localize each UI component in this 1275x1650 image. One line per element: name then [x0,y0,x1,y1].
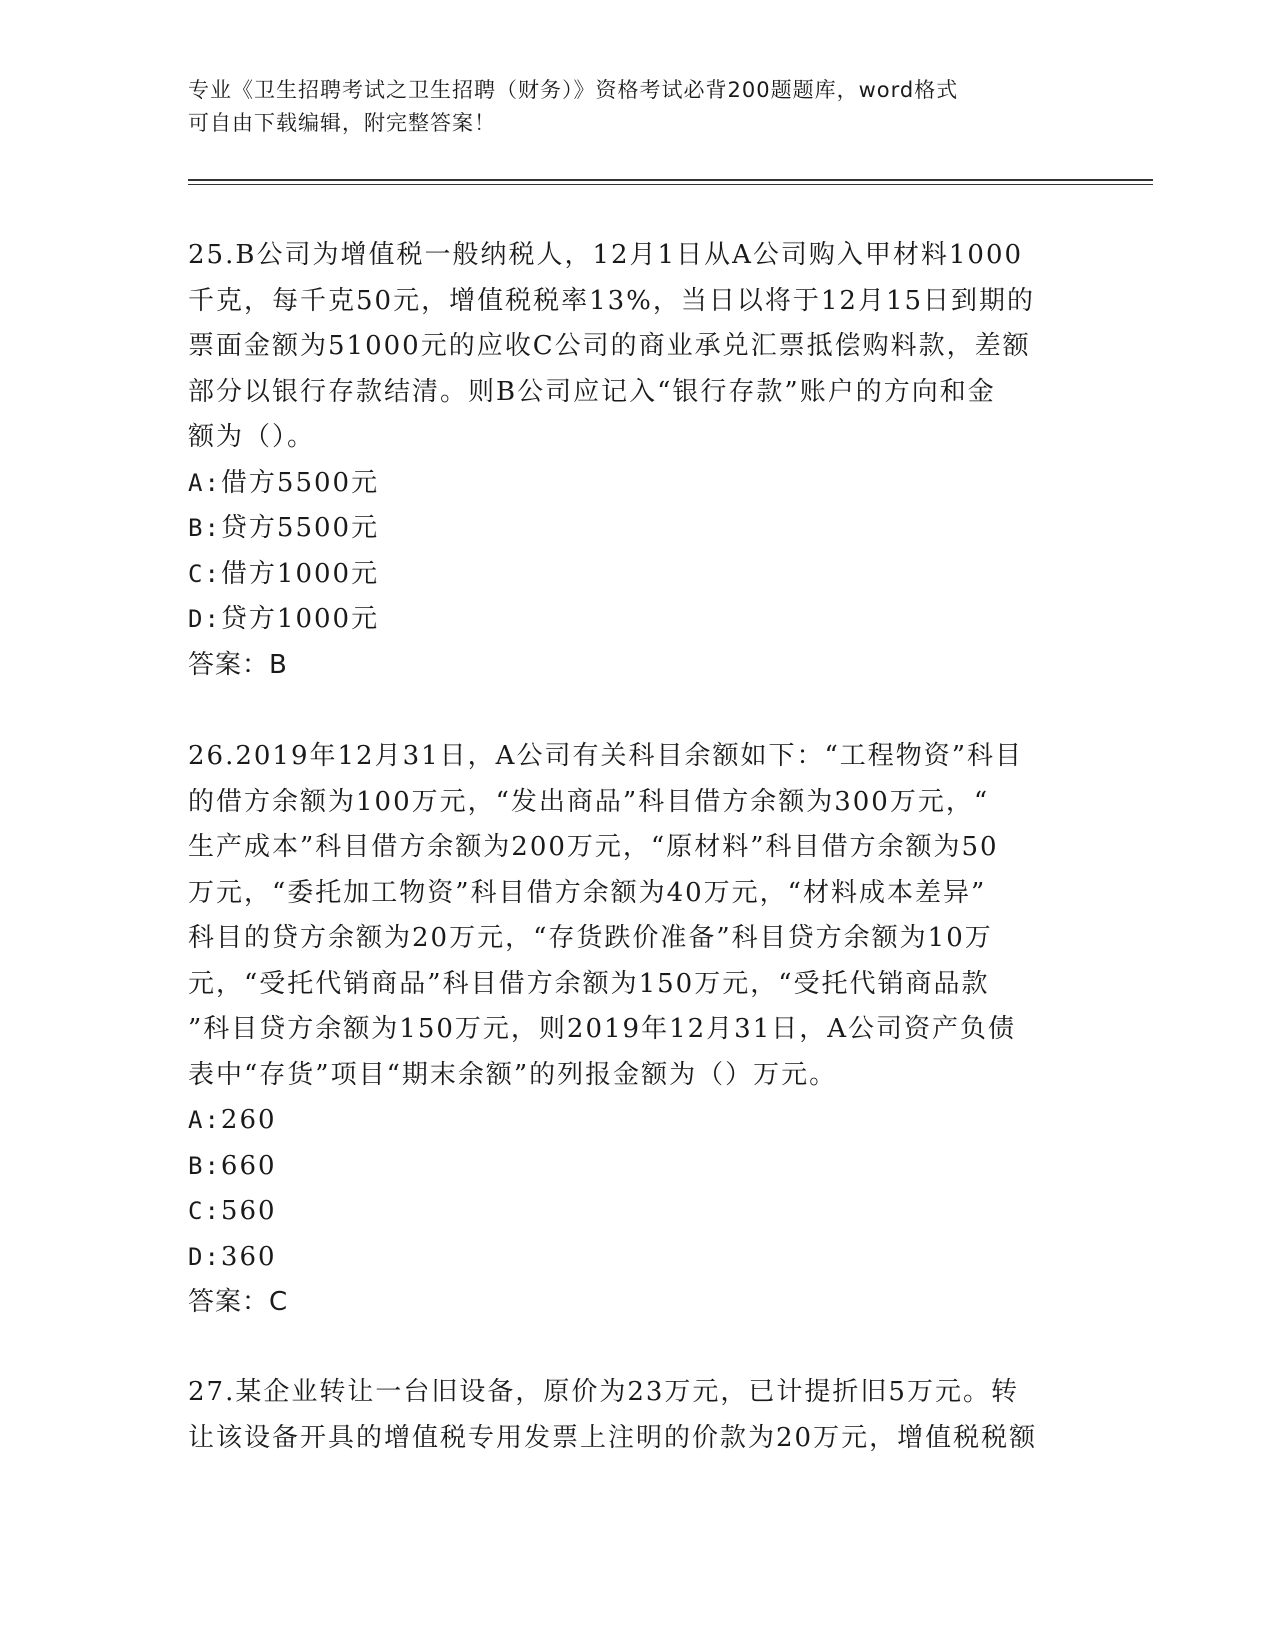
option-c [188,552,1078,598]
option-text: 360 [220,1241,277,1272]
option-letter: C: [188,1197,221,1225]
option-text: 660 [220,1150,277,1181]
option-letter: B: [188,514,221,542]
question-text-line: 26.2019年12月31日，A公司有关科目余额如下：“工程物资”科目 [188,741,1024,771]
option-text: 560 [220,1196,277,1226]
option-d [188,1235,1078,1281]
header-line: 专业《卫生招聘考试之卫生招聘（财务）》资格考试必背200题题库，word格式 [188,78,959,102]
question-text-line: 千克，每千克50元，增值税税率13%，当日以将于12月15日到期的 [188,285,1036,316]
answer-line: 答案：C [188,1287,289,1317]
question-text-line: ”科目贷方余额为150万元，则2019年12月31日，A公司资产负债 [188,1014,1017,1044]
option-letter: D: [188,605,221,633]
option-letter: D: [188,1242,221,1271]
option-letter: A: [188,468,221,497]
option-a [188,461,1078,507]
question-text-line: 27.某企业转让一台旧设备，原价为23万元，已计提折旧5万元。转 [188,1377,1019,1407]
question-text-line: 票面金额为51000元的应收C公司的商业承兑汇票抵偿购料款，差额 [188,331,1031,361]
option-b [188,1144,1078,1190]
option-letter: A: [188,1106,221,1134]
question-text-line: 表中“存货”项目“期末余额”的列报金额为（）万元。 [188,1059,838,1090]
option-letter: B: [188,1151,221,1180]
option-b [188,506,1078,552]
question-26 [188,734,1078,1326]
question-text-line: 让该设备开具的增值税专用发票上注明的价款为20万元，增值税税额 [188,1422,1038,1453]
option-text: 借方5500元 [220,467,380,498]
question-text-line: 元，“受托代销商品”科目借方余额为150万元，“受托代销商品款 [188,968,990,999]
question-25 [188,233,1078,688]
header-divider-thin [188,184,1153,185]
question-text-line: 科目的贷方余额为20万元，“存货跌价准备”科目贷方余额为10万 [188,923,993,953]
option-a [188,1098,1078,1144]
option-text: 260 [220,1105,277,1135]
option-c [188,1189,1078,1235]
question-text-line: 额为（）。 [188,422,316,452]
question-text-line: 的借方余额为100万元，“发出商品”科目借方余额为300万元，“ [188,786,990,817]
option-d [188,597,1078,643]
question-text-line: 生产成本”科目借方余额为200万元，“原材料”科目借方余额为50 [188,832,999,862]
question-text-line: 25.B公司为增值税一般纳税人，12月1日从A公司购入甲材料1000 [188,240,1024,270]
question-text-line: 部分以银行存款结清。则B公司应记入“银行存款”账户的方向和金 [188,376,996,407]
option-text: 贷方1000元 [220,604,380,634]
document-header [188,74,1068,140]
header-line: 可自由下载编辑，附完整答案！ [188,111,496,135]
header-divider [188,179,1153,181]
option-letter: C: [188,559,221,588]
question-27 [188,1370,1078,1461]
question-text-line: 万元，“委托加工物资”科目借方余额为40万元，“材料成本差异” [188,877,987,908]
option-text: 贷方5500元 [220,513,380,543]
answer-line: 答案：B [188,649,288,680]
option-text: 借方1000元 [220,558,380,589]
